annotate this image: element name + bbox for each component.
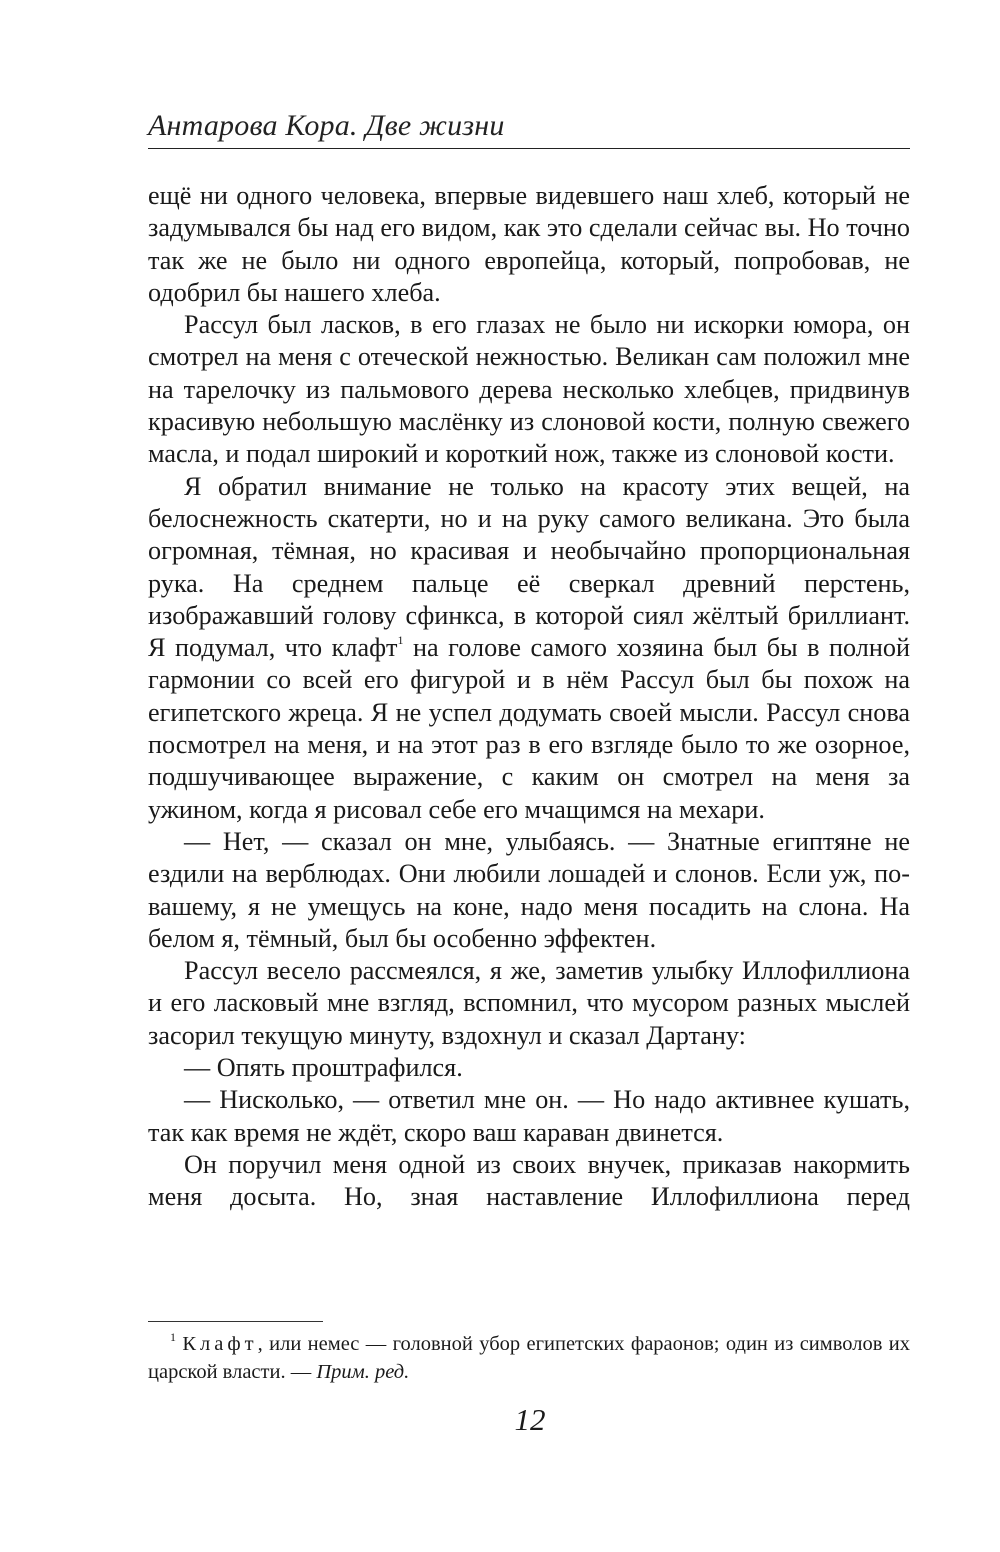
paragraph: Рассул весело рассмеялся, я же, заметив улыбку Иллофиллиона и его ласковый мне взгляд, вспомнил, что мусором разных мыслей засорил текущую минуту, вздохнул и сказал Дартану:	[148, 956, 910, 1050]
page-number: 12	[514, 1402, 546, 1437]
footnote-text: , или немес — головной убор египетских фараонов; один из символов их царской власти. —	[148, 1333, 911, 1383]
paragraph: — Опять проштрафился.	[184, 1053, 463, 1083]
paragraph: ещё ни одного человека, впервые видевшего наш хлеб, который не задумывался бы над его видом, как это сделали сейчас вы. Но точно так же не было ни одного европейца, который, попробовав, не одобрил бы нашего хлеба.	[148, 181, 910, 307]
footnote-number: 1	[170, 1330, 176, 1344]
running-header	[148, 104, 910, 149]
body-text	[148, 180, 910, 1214]
paragraph: Рассул был ласков, в его глазах не было ни искорки юмора, он смотрел на меня с отеческой нежностью. Великан сам положил мне на тарелочку из пальмового дерева несколько хлебцев, придвинув красивую небольшую маслёнку из слоновой кости, полную свежего масла, и подал широкий и короткий нож, также из слоновой кости.	[148, 310, 910, 469]
paragraph: Он поручил меня одной из своих внучек, приказав накормить меня досыта. Но, зная наставление Иллофиллиона перед	[148, 1149, 910, 1212]
footnote	[148, 1330, 910, 1386]
running-title: Антарова Кора. Две жизни	[148, 109, 505, 142]
footnote-term: Клафт	[182, 1333, 258, 1355]
footnote-reference: 1	[397, 633, 404, 648]
paragraph	[148, 471, 910, 826]
paragraph-text: Я обратил внимание не только на красоту этих вещей, на белоснежность скатерти, но и на руку самого великана. Это была огромная, тёмная, но красивая и необычайно пропорциональная рука. На среднем пальце её сверкал древний перстень, изображавший голову сфинкса, в которой сиял жёлтый бриллиант. Я подумал, что клафт	[148, 471, 910, 663]
paragraph: — Нисколько, — ответил мне он. — Но надо активнее кушать, так как время не ждёт, скоро ваш караван двинется.	[148, 1085, 910, 1147]
paragraph: — Нет, — сказал он мне, улыбаясь. — Знатные египтяне не ездили на верблюдах. Они любили лошадей и слонов. Если уж, по-вашему, я не умещусь на коне, надо меня посадить на слона. На белом я, тёмный, был бы особенно эффектен.	[148, 826, 910, 953]
footnote-divider	[148, 1321, 323, 1322]
editor-note: Прим. ред.	[316, 1361, 410, 1383]
paragraph-text: на голове самого хозяина был бы в полной гармонии со всей его фигурой и в нём Рассул был бы похож на египетского жреца. Я не успел додумать своей мысли. Рассул снова посмотрел на меня, и на этот раз в его взгляде было то же озорное, подшучивающее выражение, с каким он смотрел на меня за ужином, когда я рисовал себе его мчащимся на мехари.	[148, 633, 910, 824]
